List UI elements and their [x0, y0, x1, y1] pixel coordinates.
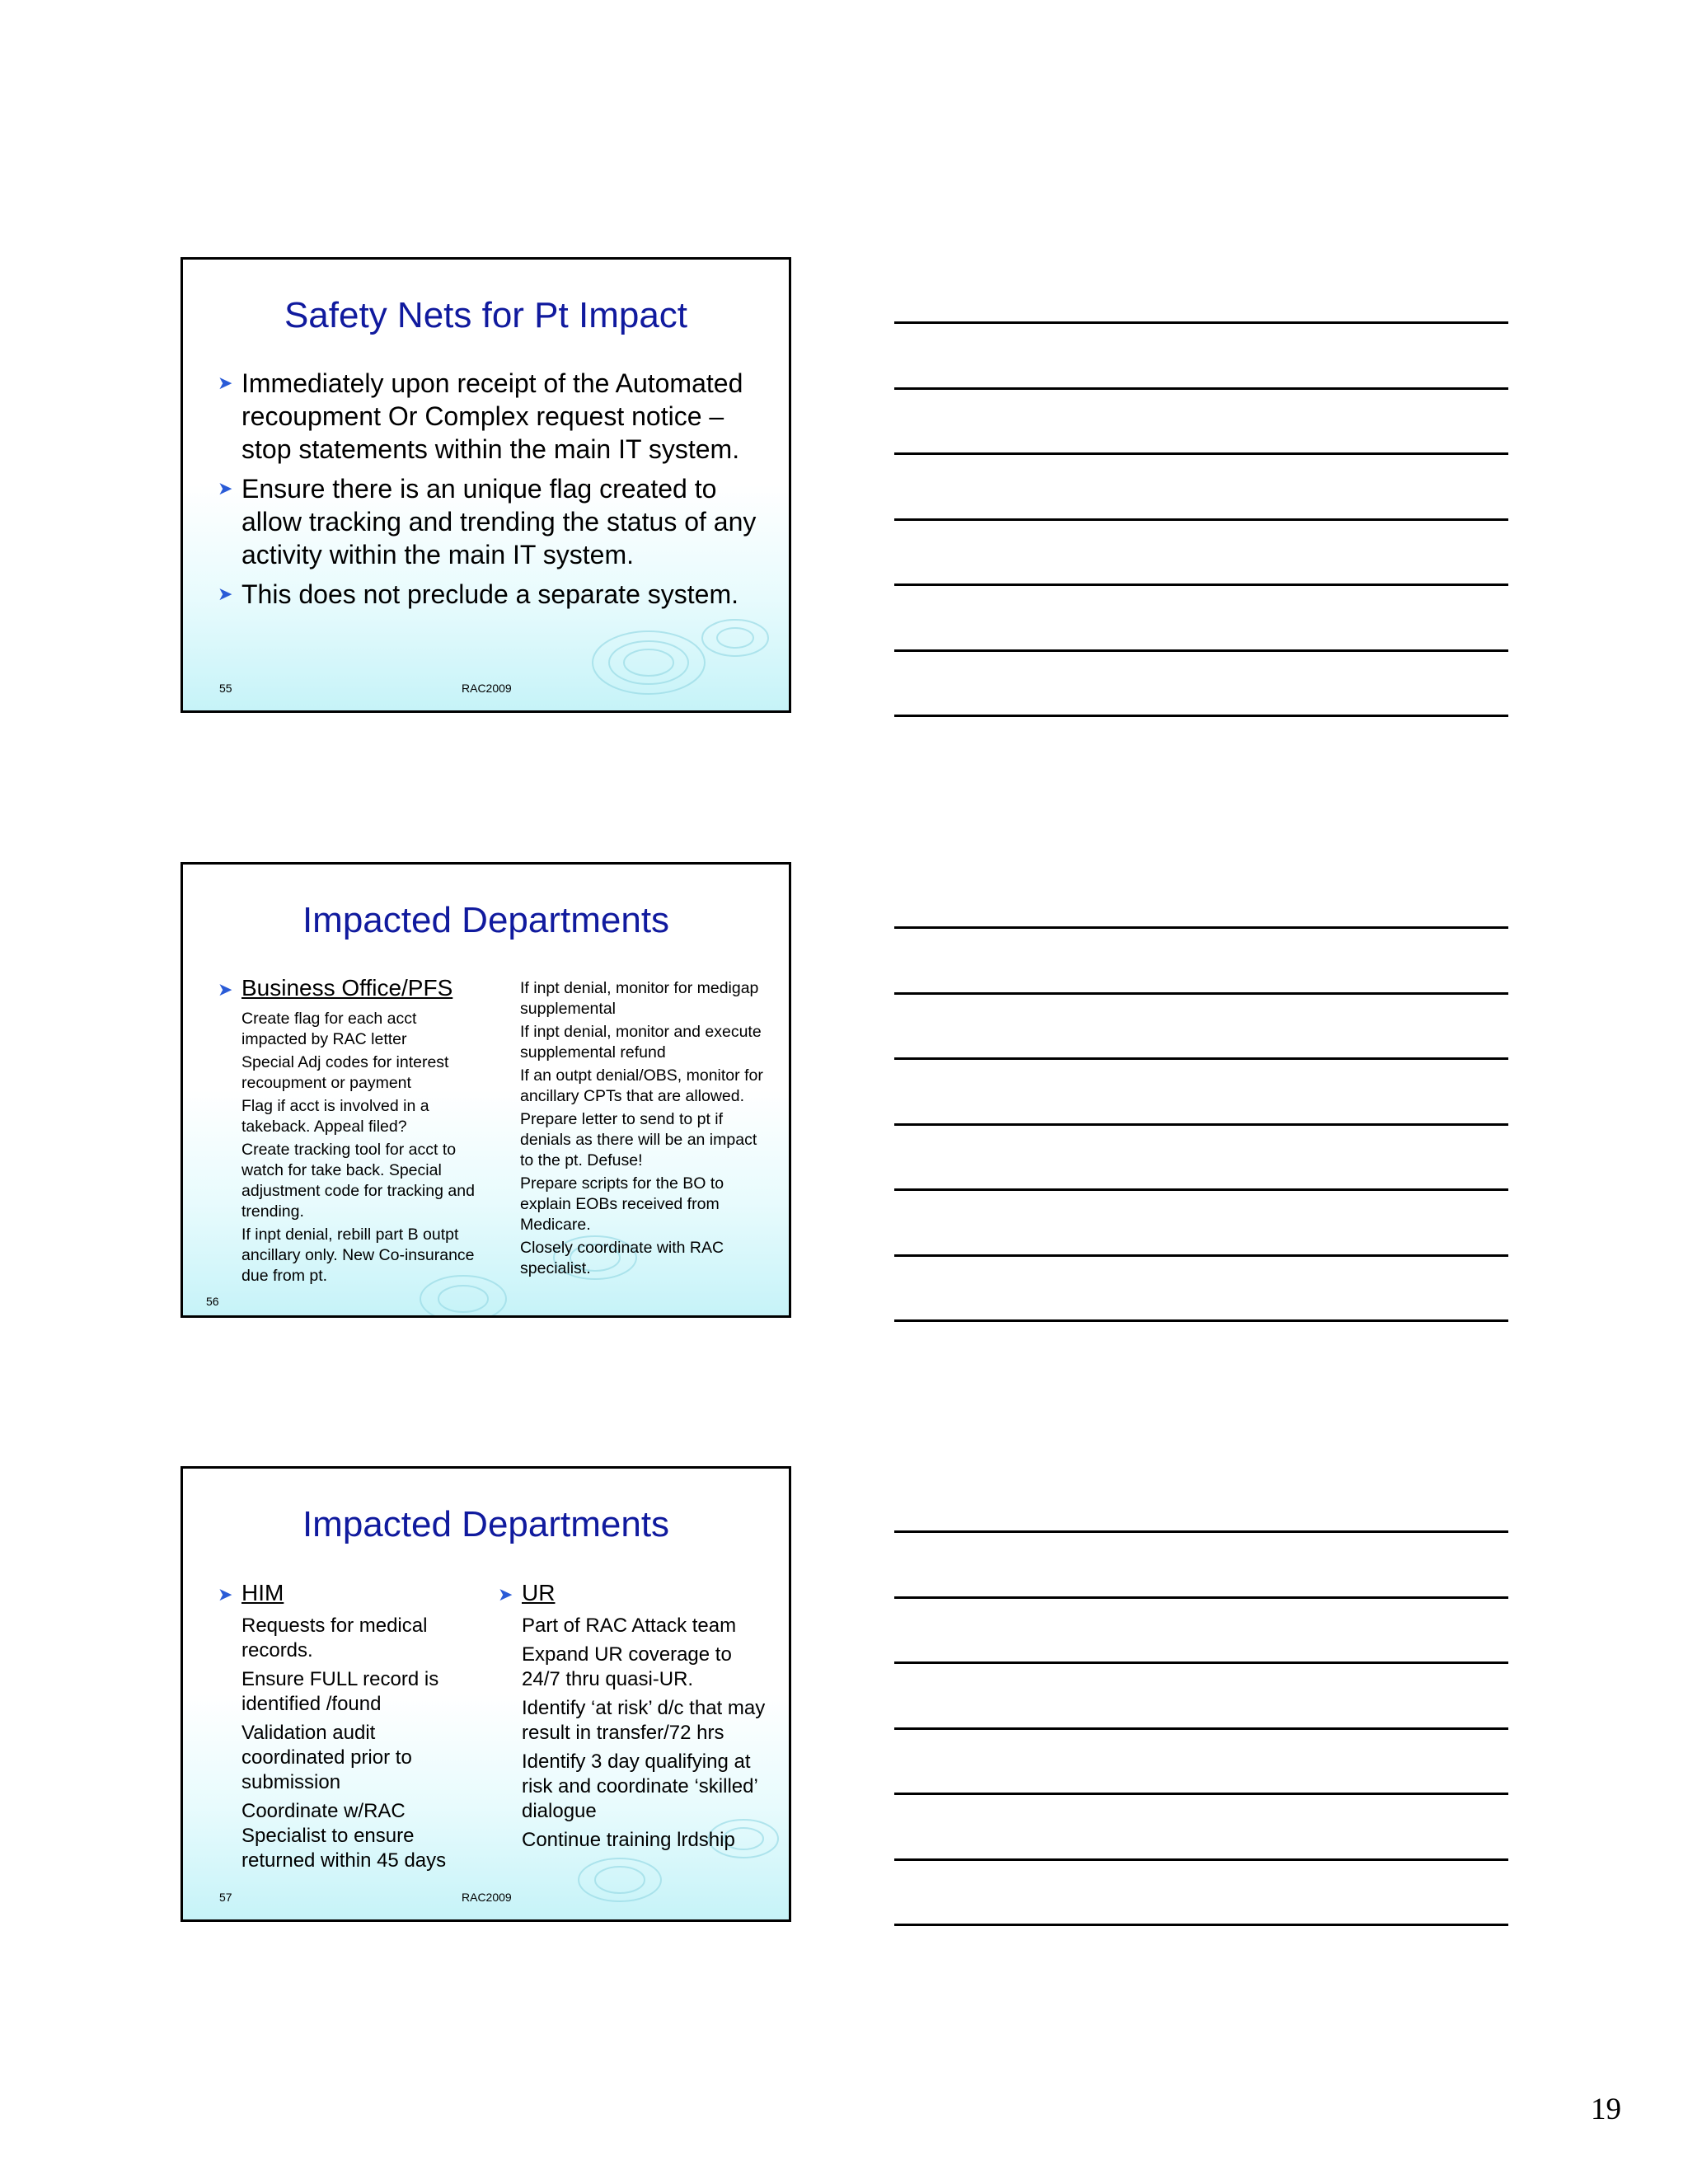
slide-number: 55 — [219, 682, 232, 695]
arrow-bullet-icon: ➤ — [218, 1584, 233, 1605]
list-item: Create flag for each acct impacted by RAC letter — [241, 1010, 417, 1048]
arrow-bullet-icon: ➤ — [218, 478, 233, 499]
list-item: Prepare scripts for the BO to explain EOBs received from Medicare. — [520, 1174, 724, 1234]
note-line — [894, 1858, 1508, 1861]
slide-number: 57 — [219, 1891, 232, 1904]
slide-title: Impacted Departments — [302, 900, 670, 940]
slide-title: Safety Nets for Pt Impact — [284, 295, 688, 335]
arrow-bullet-icon: ➤ — [218, 373, 233, 393]
page-number: 19 — [1591, 2093, 1621, 2126]
note-line — [894, 1123, 1508, 1126]
column-heading: ➤ HIM — [216, 1579, 480, 1607]
arrow-bullet-icon: ➤ — [218, 583, 233, 604]
arrow-bullet-icon: ➤ — [218, 979, 233, 1000]
list-item: Identify ‘at risk’ d/c that may result in transfer/72 hrs — [522, 1697, 766, 1744]
note-line — [894, 1319, 1508, 1322]
slide-55 — [181, 257, 791, 713]
note-line — [894, 1596, 1508, 1599]
list-item: Flag if acct is involved in a takeback. Appeal filed? — [241, 1097, 429, 1136]
left-column — [216, 974, 480, 1289]
note-line — [894, 715, 1508, 717]
slide-title: Impacted Departments — [302, 1504, 670, 1544]
note-line — [894, 1727, 1508, 1730]
note-line — [894, 926, 1508, 929]
list-item: Coordinate w/RAC Specialist to ensure returned within 45 days — [241, 1800, 447, 1872]
list-item: Expand UR coverage to 24/7 thru quasi-UR. — [522, 1643, 732, 1690]
note-line — [894, 387, 1508, 390]
bullet-list — [216, 367, 760, 617]
slide-56 — [181, 862, 791, 1318]
item-list — [216, 1614, 480, 1873]
note-line — [894, 518, 1508, 521]
note-line — [894, 649, 1508, 652]
note-line — [894, 1188, 1508, 1191]
list-item: Closely coordinate with RAC specialist. — [520, 1239, 724, 1277]
bullet-item: ➤ This does not preclude a separate system. — [218, 579, 738, 609]
list-item: Ensure FULL record is identified /found — [241, 1668, 439, 1715]
list-item: Special Adj codes for interest recoupment or payment — [241, 1053, 449, 1092]
slide-footer: RAC2009 — [462, 1891, 512, 1904]
list-item: If inpt denial, rebill part B outpt ancillary only. New Co-insurance due from pt. — [241, 1226, 475, 1285]
note-line — [894, 992, 1508, 995]
slide-number: 56 — [206, 1295, 219, 1308]
item-list — [496, 1614, 768, 1853]
note-line — [894, 1793, 1508, 1795]
note-line — [894, 1057, 1508, 1060]
note-line — [894, 1661, 1508, 1664]
list-item: Part of RAC Attack team — [522, 1615, 737, 1637]
list-item: If inpt denial, monitor and execute supplemental refund — [520, 1023, 762, 1062]
list-item: If an outpt denial/OBS, monitor for ancillary CPTs that are allowed. — [520, 1066, 763, 1105]
bullet-item: ➤ Ensure there is an unique flag created to allow tracking and trending the status of any activity within the main IT system. — [218, 474, 757, 569]
right-column — [520, 978, 767, 1282]
list-item: Continue training lrdship — [522, 1829, 735, 1851]
list-item: Create tracking tool for acct to watch for take back. Special adjustment code for tracking and trending. — [241, 1141, 475, 1221]
item-list — [216, 1009, 480, 1286]
note-line — [894, 1530, 1508, 1533]
list-item: If inpt denial, monitor for medigap supplemental — [520, 979, 759, 1018]
note-line — [894, 583, 1508, 586]
arrow-bullet-icon: ➤ — [498, 1584, 513, 1605]
column-heading: ➤ Business Office/PFS — [216, 974, 480, 1002]
left-column — [216, 1579, 480, 1877]
right-column — [496, 1579, 768, 1857]
item-list — [520, 978, 767, 1279]
column-heading: ➤ UR — [496, 1579, 768, 1607]
note-line — [894, 321, 1508, 324]
list-item: Requests for medical records. — [241, 1615, 428, 1661]
list-item: Prepare letter to send to pt if denials as there will be an impact to the pt. Defuse! — [520, 1110, 757, 1169]
slide-footer: RAC2009 — [462, 682, 512, 695]
list-item: Identify 3 day qualifying at risk and coordinate ‘skilled’ dialogue — [522, 1750, 757, 1822]
bullet-item: ➤ Immediately upon receipt of the Automated recoupment Or Complex request notice – stop statements within the main IT system. — [218, 368, 743, 464]
list-item: Validation audit coordinated prior to submission — [241, 1722, 412, 1793]
note-line — [894, 1924, 1508, 1926]
slide-57 — [181, 1466, 791, 1922]
note-line — [894, 452, 1508, 455]
note-line — [894, 1254, 1508, 1257]
